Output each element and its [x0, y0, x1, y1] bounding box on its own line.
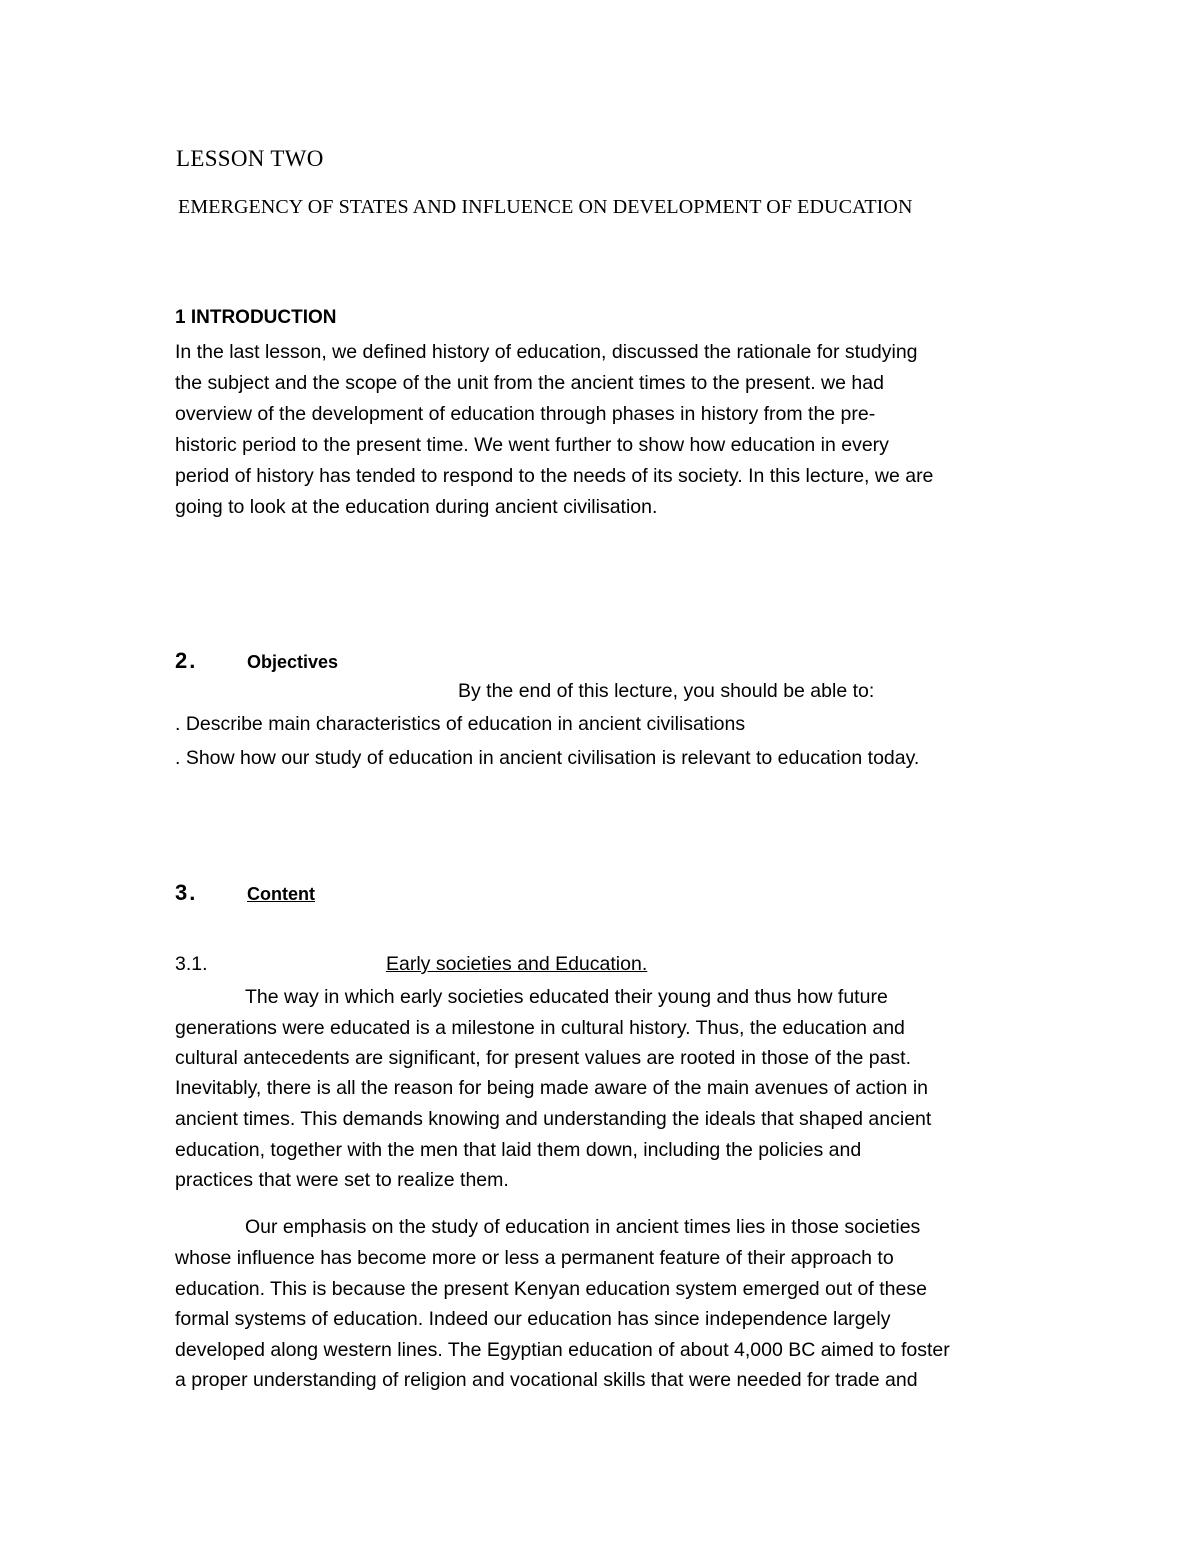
introduction-line: overview of the development of education through phases in history from the pre-	[175, 403, 876, 425]
paragraph-line: whose influence has become more or less a permanent feature of their approach to	[175, 1247, 894, 1269]
introduction-line: period of history has tended to respond to the needs of its society. In this lecture, we are	[175, 465, 934, 487]
introduction-line: historic period to the present time. We went further to show how education in every	[175, 434, 889, 456]
paragraph-line: cultural antecedents are significant, for present values are rooted in those of the past.	[175, 1047, 912, 1069]
paragraph-line: a proper understanding of religion and vocational skills that were needed for trade and	[175, 1369, 918, 1391]
objectives-lead: By the end of this lecture, you should be able to:	[458, 680, 875, 702]
introduction-line: going to look at the education during ancient civilisation.	[175, 496, 658, 518]
paragraph-line: Inevitably, there is all the reason for being made aware of the main avenues of action in	[175, 1077, 928, 1099]
introduction-heading: 1 INTRODUCTION	[175, 307, 337, 328]
objectives-number: 2.	[175, 648, 198, 673]
paragraph-line: practices that were set to realize them.	[175, 1169, 509, 1191]
objective-item: . Describe main characteristics of education in ancient civilisations	[175, 713, 746, 735]
introduction-line: the subject and the scope of the unit from the ancient times to the present. we had	[175, 372, 884, 394]
content-number: 3.	[175, 880, 198, 905]
paragraph-line: education, together with the men that laid them down, including the policies and	[175, 1139, 862, 1161]
subsection-number: 3.1.	[175, 953, 208, 975]
objective-item: . Show how our study of education in ancient civilisation is relevant to education today.	[175, 747, 920, 769]
paragraph-line: education. This is because the present Kenyan education system emerged out of these	[175, 1278, 927, 1300]
paragraph-line: formal systems of education. Indeed our education has since independence largely	[175, 1308, 891, 1330]
content-heading: Content	[247, 884, 315, 904]
introduction-line: In the last lesson, we defined history of education, discussed the rationale for studying	[175, 341, 918, 363]
objectives-heading: Objectives	[247, 652, 339, 672]
lesson-label: LESSON TWO	[176, 146, 324, 171]
paragraph-line: developed along western lines. The Egyptian education of about 4,000 BC aimed to foster	[175, 1339, 950, 1361]
subsection-title: Early societies and Education.	[386, 953, 648, 975]
lesson-title: EMERGENCY OF STATES AND INFLUENCE ON DEVELOPMENT OF EDUCATION	[178, 196, 913, 218]
paragraph-line: The way in which early societies educated their young and thus how future	[245, 986, 888, 1008]
paragraph-line: ancient times. This demands knowing and understanding the ideals that shaped ancient	[175, 1108, 932, 1130]
paragraph-line: Our emphasis on the study of education in ancient times lies in those societies	[245, 1216, 921, 1238]
paragraph-line: generations were educated is a milestone in cultural history. Thus, the education and	[175, 1017, 905, 1039]
